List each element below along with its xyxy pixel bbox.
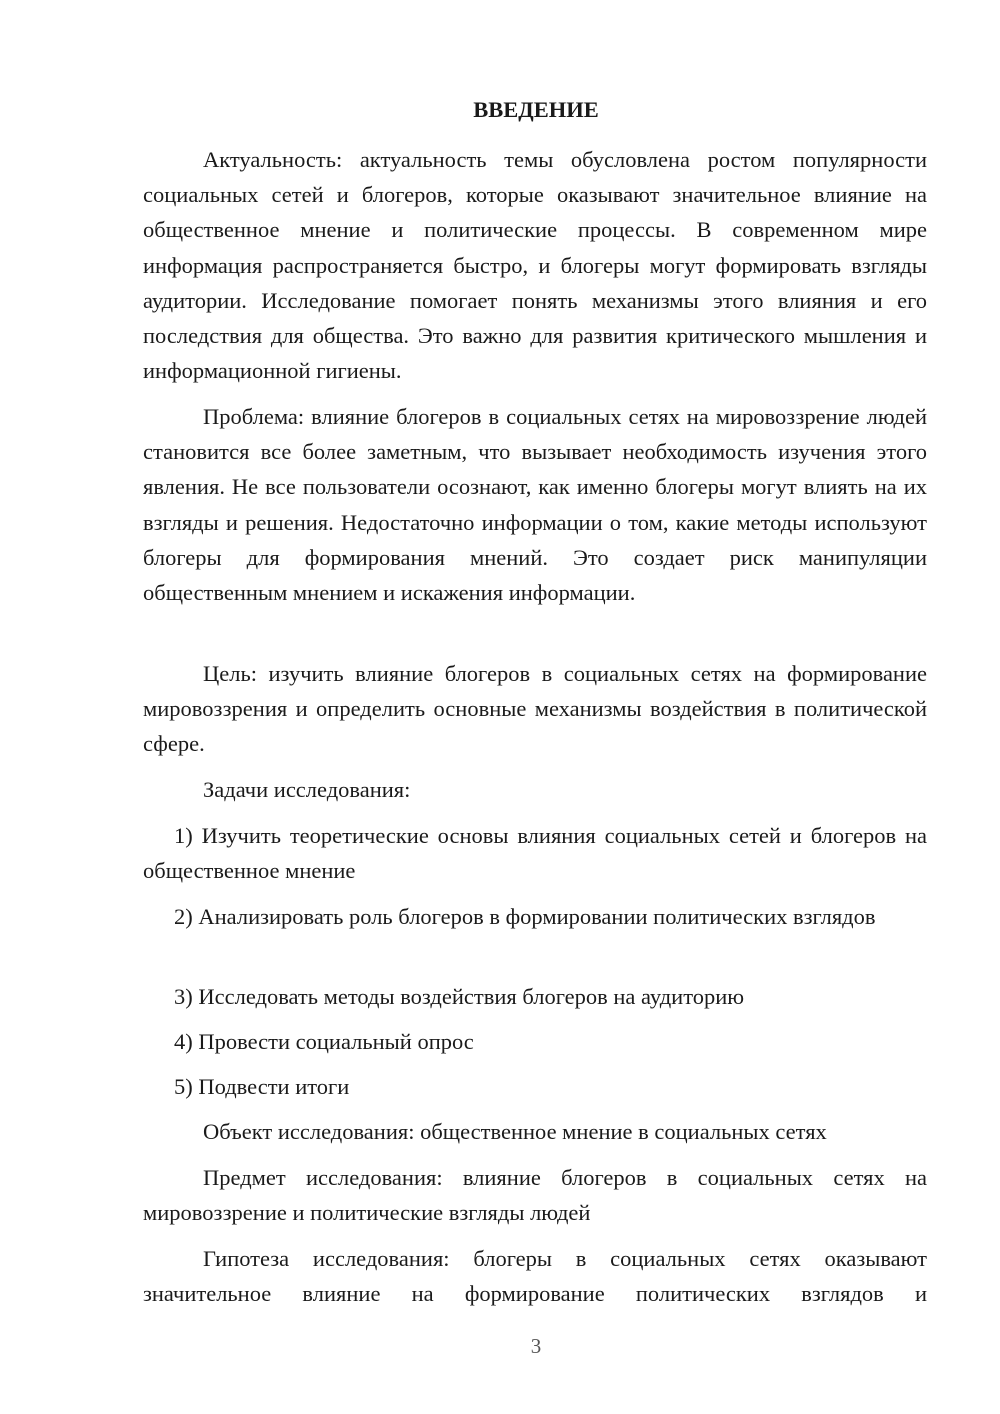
paragraph-problem: Проблема: влияние блогеров в социальных сетях на мировоззрение людей становится все более заметным, что вызывает необходимость изучения этого явления. Не все пользователи осознают, как именно блогеры могут влиять на их взгляды и решения. Недостаточно информации о том, какие методы используют блогеры для формирования мнений. Это создает риск манипуляции общественным мнением и искажения информации. (143, 404, 927, 606)
paragraph-goal: Цель: изучить влияние блогеров в социальных сетях на формирование мировоззрения и определить основные механизмы воздействия в политической сфере. (143, 661, 927, 757)
task-item-4: 4) Провести социальный опрос (174, 1029, 474, 1054)
paragraph-relevance: Актуальность: актуальность темы обусловлена ростом популярности социальных сетей и блогеров, которые оказывают значительное влияние на общественное мнение и политические процессы. В современном мире информация распространяется быстро, и блогеры могут формировать взгляды аудитории. Исследование помогает понять механизмы этого влияния и его последствия для общества. Это важно для развития критического мышления и информационной гигиены. (143, 147, 927, 384)
task-item-2: 2) Анализировать роль блогеров в формировании политических взглядов (174, 904, 876, 929)
task-item-5: 5) Подвести итоги (174, 1074, 350, 1099)
paragraph-hypothesis: Гипотеза исследования: блогеры в социальных сетях оказывают значительное влияние на формирование политических взглядов и (143, 1246, 927, 1307)
section-heading: ВВЕДЕНИЕ (473, 97, 599, 122)
paragraph-object: Объект исследования: общественное мнение в социальных сетях (203, 1119, 827, 1144)
tasks-title: Задачи исследования: (203, 777, 411, 802)
paragraph-subject: Предмет исследования: влияние блогеров в социальных сетях на мировоззрение и политические взгляды людей (143, 1165, 927, 1226)
page-number: 3 (530, 1334, 542, 1358)
task-item-3: 3) Исследовать методы воздействия блогеров на аудиторию (174, 984, 745, 1009)
task-item-1: 1) Изучить теоретические основы влияния социальных сетей и блогеров на общественное мнение (143, 823, 927, 884)
